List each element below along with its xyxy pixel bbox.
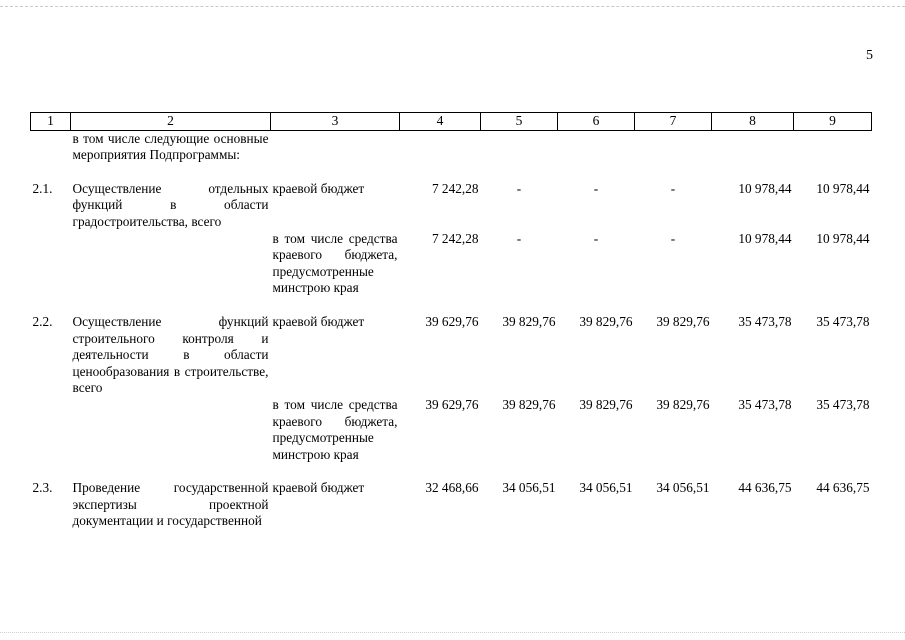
value-col-8: 10 978,44 — [738, 230, 792, 246]
table-row — [31, 480, 872, 530]
col-header-4: 4 — [400, 113, 481, 131]
measure-name: Осуществление функций строительного контроля и деятельности в области ценообразования в строительстве, всего — [72, 313, 269, 396]
col-header-1: 1 — [31, 113, 71, 131]
scan-edge-bottom — [0, 632, 905, 634]
value-col-7: - — [670, 180, 676, 196]
col-header-2: 2 — [71, 113, 271, 131]
col-header-8: 8 — [712, 113, 794, 131]
value-col-9: 35 473,78 — [816, 396, 870, 412]
table-row — [31, 181, 872, 231]
row-number: 2.3. — [32, 480, 53, 496]
funding-source: краевой бюджет — [272, 313, 365, 329]
funding-source-detail: в том числе средства краевого бюджета, предусмотренные минстрою края — [272, 396, 398, 462]
row-number: 2.1. — [32, 180, 53, 196]
value-col-8: 35 473,78 — [738, 396, 792, 412]
value-col-7: 39 829,76 — [656, 396, 710, 412]
measure-name: Осуществление отдельных функций в области градостроительства, всего — [72, 180, 269, 229]
value-col-6: 39 829,76 — [579, 396, 633, 412]
col-header-5: 5 — [481, 113, 558, 131]
column-number-header — [31, 113, 872, 131]
page-number: 5 — [866, 48, 873, 63]
value-col-8: 35 473,78 — [738, 313, 792, 329]
col-header-6: 6 — [558, 113, 635, 131]
value-col-4: 7 242,28 — [431, 180, 479, 196]
scan-edge-top — [0, 6, 905, 8]
value-col-6: 39 829,76 — [579, 313, 633, 329]
funding-source-detail: в том числе средства краевого бюджета, предусмотренные минстрою края — [272, 230, 398, 296]
value-col-8: 44 636,75 — [738, 480, 792, 496]
value-col-4: 32 468,66 — [425, 480, 479, 496]
value-col-5: - — [516, 180, 522, 196]
value-col-7: 34 056,51 — [656, 480, 710, 496]
row-number: 2.2. — [32, 313, 53, 329]
value-col-5: 39 829,76 — [502, 396, 556, 412]
measure-name: Проведение государственной экспертизы проектной документации и государственной — [72, 480, 269, 529]
funding-source: краевой бюджет — [272, 180, 365, 196]
value-col-4: 39 629,76 — [425, 313, 479, 329]
intro-text: в том числе следующие основные мероприятия Подпрограммы: — [72, 130, 269, 163]
value-col-6: - — [593, 230, 599, 246]
table-subrow — [31, 397, 872, 463]
value-col-7: 39 829,76 — [656, 313, 710, 329]
intro-row — [31, 130, 872, 164]
value-col-9: 10 978,44 — [816, 180, 870, 196]
program-table — [30, 112, 872, 530]
value-col-6: - — [593, 180, 599, 196]
value-col-5: 34 056,51 — [502, 480, 556, 496]
value-col-8: 10 978,44 — [738, 180, 792, 196]
value-col-9: 35 473,78 — [816, 313, 870, 329]
value-col-4: 39 629,76 — [425, 396, 479, 412]
funding-source: краевой бюджет — [272, 480, 365, 496]
table-row — [31, 314, 872, 397]
col-header-9: 9 — [794, 113, 872, 131]
value-col-4: 7 242,28 — [431, 230, 479, 246]
value-col-9: 44 636,75 — [816, 480, 870, 496]
value-col-5: - — [516, 230, 522, 246]
value-col-5: 39 829,76 — [502, 313, 556, 329]
value-col-9: 10 978,44 — [816, 230, 870, 246]
col-header-3: 3 — [271, 113, 400, 131]
table-subrow — [31, 231, 872, 297]
value-col-7: - — [670, 230, 676, 246]
col-header-7: 7 — [635, 113, 712, 131]
value-col-6: 34 056,51 — [579, 480, 633, 496]
